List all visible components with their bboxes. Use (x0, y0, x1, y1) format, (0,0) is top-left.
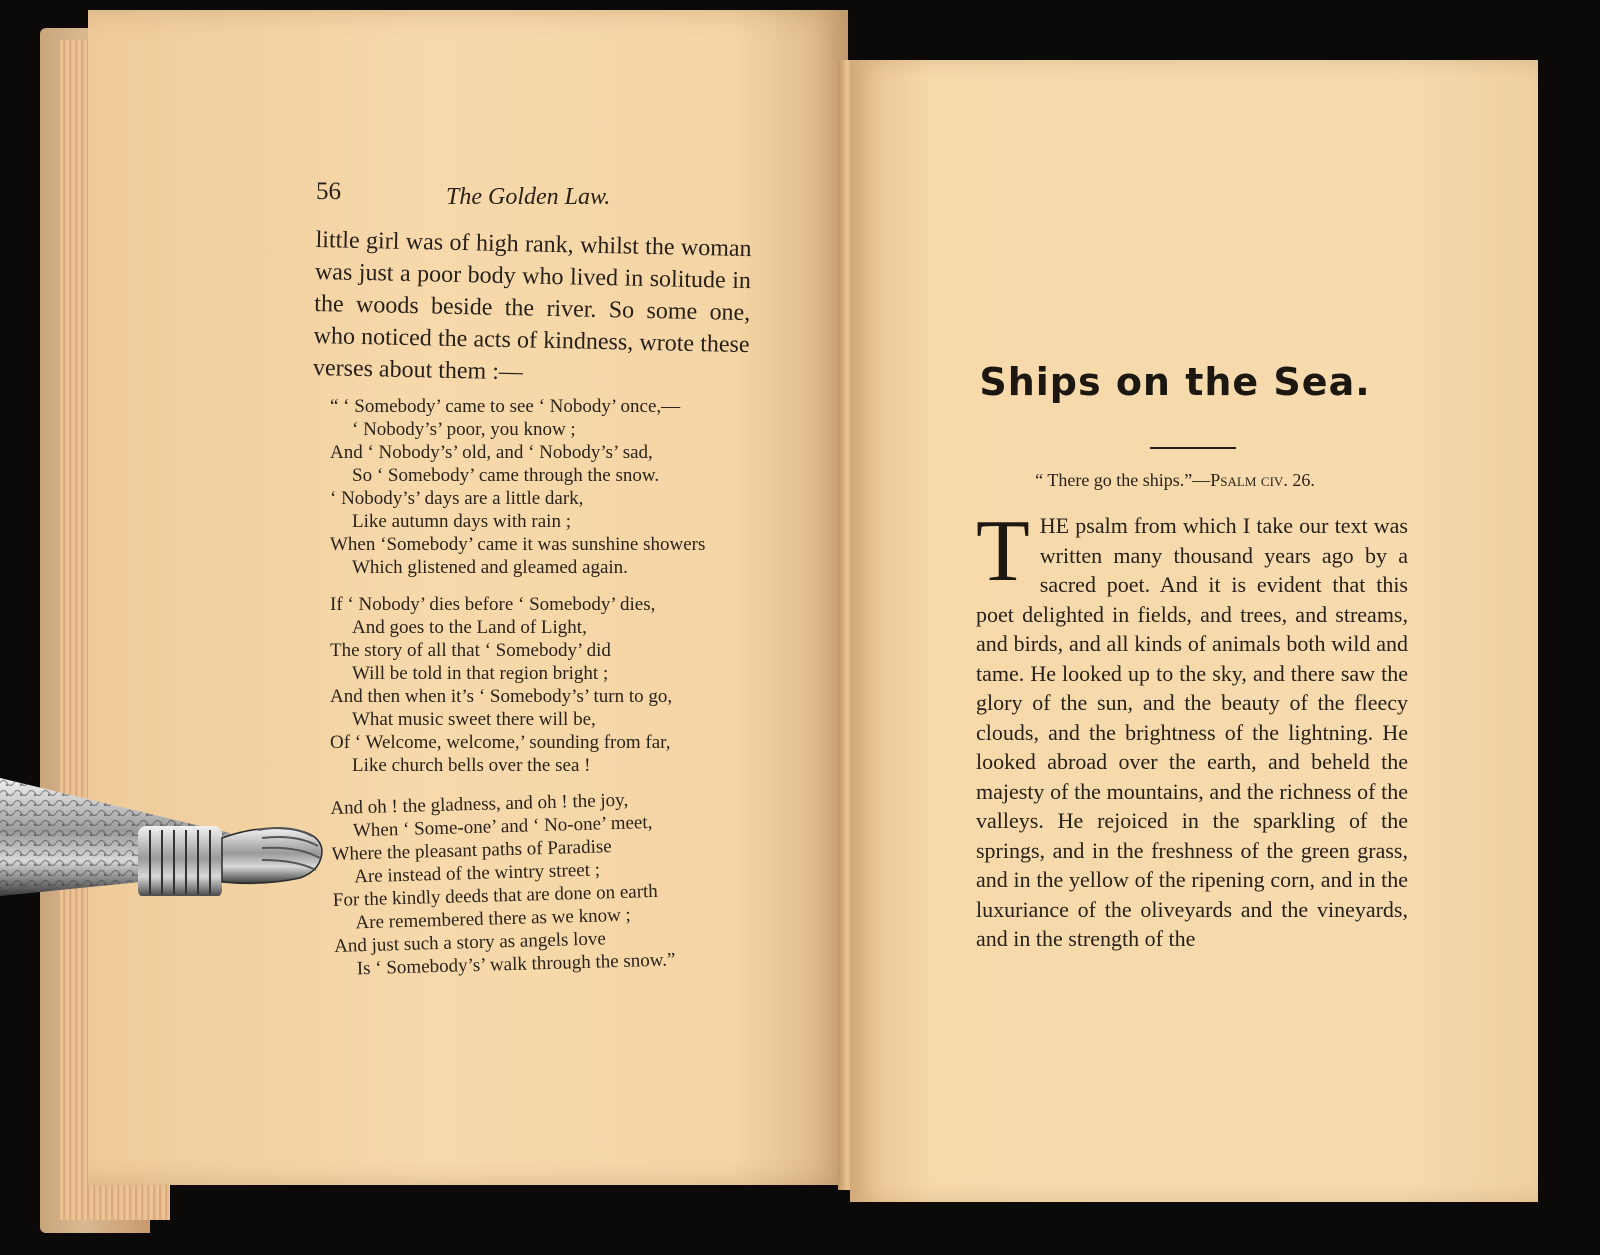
poem-line: And just such a story as angels love (333, 928, 607, 957)
poem-line: “ ‘ Somebody’ came to see ‘ Nobody’ once,— (330, 396, 681, 417)
epigraph-source: Psalm civ. 26. (1210, 470, 1315, 490)
poem (330, 395, 760, 995)
running-head: The Golden Law. (446, 184, 611, 210)
title-rule (1150, 447, 1236, 449)
poem-line: If ‘ Nobody’ dies before ‘ Somebody’ dies, (330, 594, 656, 615)
page-number: 56 (316, 178, 341, 205)
right-body (976, 503, 1408, 954)
poem-line: Will be told in that region bright ; (352, 663, 609, 684)
poem-stanza-3 (330, 785, 765, 981)
poem-line: Which glistened and gleamed again. (352, 557, 628, 578)
poem-line: Like autumn days with rain ; (352, 511, 571, 532)
poem-line: Are instead of the wintry street ; (353, 859, 601, 888)
poem-line: When ‘ Some-one’ and ‘ No-one’ meet, (352, 812, 653, 842)
poem-line: So ‘ Somebody’ came through the snow. (352, 465, 660, 486)
poem-line: And goes to the Land of Light, (352, 617, 587, 638)
poem-line: Where the pleasant paths of Paradise (331, 836, 612, 865)
poem-line: ‘ Nobody’s’ poor, you know ; (352, 419, 576, 440)
body-text: HE psalm from which I take our text was written many thousand years ago by a sacred poet. And it is evident that this poet delighted in fields, and trees, and streams, and birds, and all kinds of animals both wild and tame. He looked up to the sky, and there saw the glory of the sun, and the beauty of the fleecy clouds, and the brightness of the lightning. He looked abroad over the earth, and beheld the majesty of the mountains, and the richness of the valleys. He rejoiced in the sparkling of the springs, and in the freshness of the green grass, and in the yellow of the ripening corn, and in the luxuriance of the oliveyards and the vineyards, and in the strength of the (976, 513, 1408, 951)
poem-line: The story of all that ‘ Somebody’ did (330, 640, 611, 661)
poem-line: ‘ Nobody’s’ days are a little dark, (330, 488, 584, 509)
poem-line: And oh ! the gladness, and oh ! the joy, (330, 789, 629, 819)
poem-line: Is ‘ Somebody’s’ walk through the snow.” (356, 949, 676, 980)
epigraph-quote: “ There go the ships.”— (1035, 470, 1211, 490)
prose-paragraph: little girl was of high rank, whilst the woman was just a poor body who lived in solitude in the woods beside the river. So some one, who noticed the acts of kindness, wrote these verses about them :— (312, 226, 752, 386)
poem-line: And ‘ Nobody’s’ old, and ‘ Nobody’s’ sad, (330, 442, 653, 463)
poem-line: And then when it’s ‘ Somebody’s’ turn to go, (330, 686, 673, 707)
poem-line: Of ‘ Welcome, welcome,’ sounding from far, (330, 732, 671, 753)
left-prose (313, 224, 752, 393)
epigraph (960, 470, 1390, 491)
drop-cap: T (976, 503, 1030, 600)
poem-line: Are remembered there as we know ; (355, 904, 632, 934)
poem-line: Like church bells over the sea ! (352, 755, 591, 776)
silver-hand-bookmark (0, 778, 340, 896)
poem-line: What music sweet there will be, (352, 709, 596, 730)
body-paragraph (976, 503, 1408, 954)
poem-stanza-2 (330, 593, 760, 777)
poem-line: When ‘Somebody’ came it was sunshine showers (330, 534, 706, 555)
poem-line: For the kindly deeds that are done on earth (332, 880, 659, 911)
chapter-title: Ships on the Sea. (979, 360, 1371, 404)
poem-stanza-1 (330, 395, 760, 579)
